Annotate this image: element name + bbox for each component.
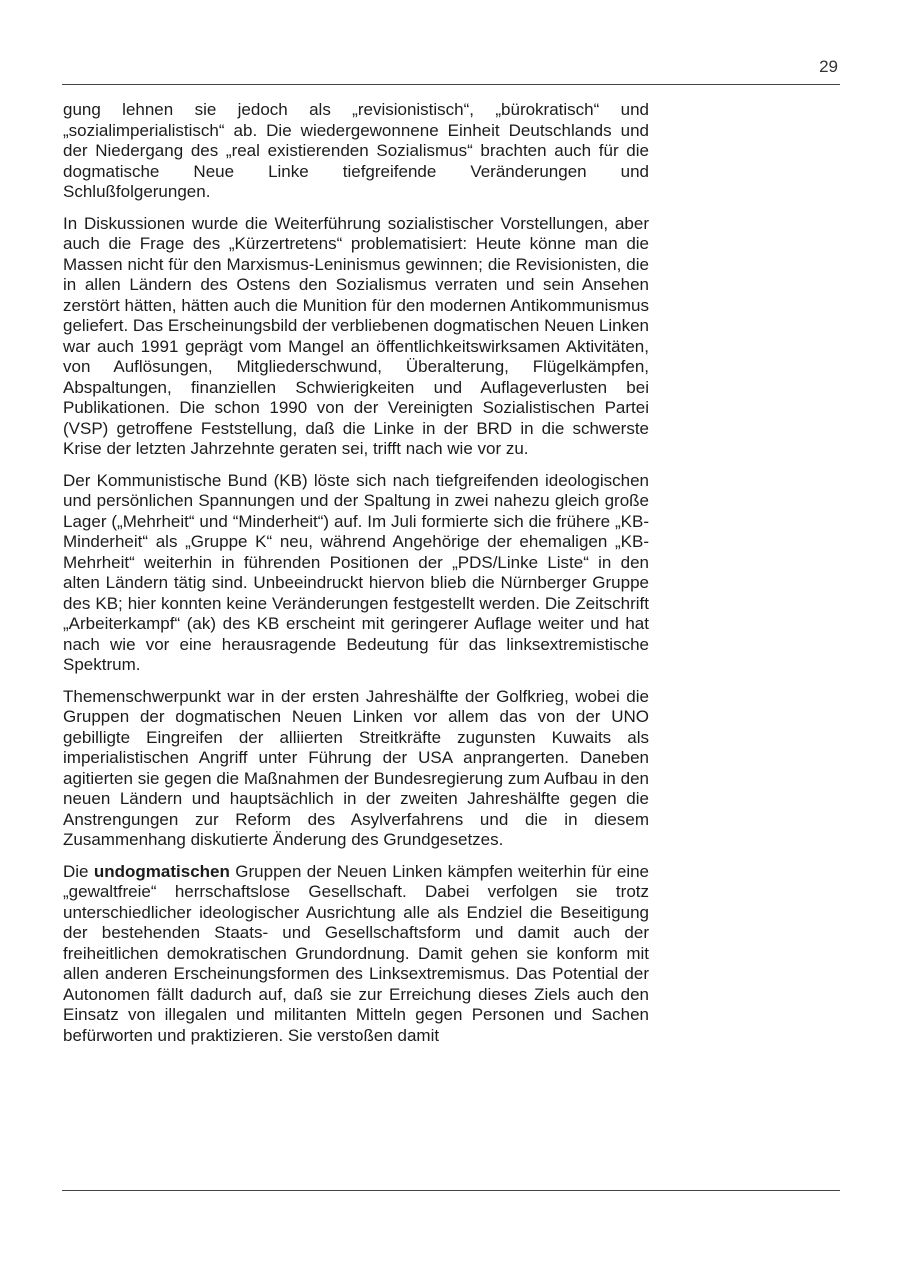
paragraph-5	[63, 862, 649, 1047]
paragraph-5-lead: Die	[63, 861, 94, 881]
page-body	[63, 100, 649, 1057]
paragraph-2: In Diskussionen wurde die Weiterführung sozialistischer Vorstellungen, aber auch die Frage des „Kürzertretens“ problematisiert: Heute könne man die Massen nicht für den Marxismus-Leninismus gewinnen; die Revisionisten, die in allen Ländern des Ostens den Sozialismus verraten und sein Ansehen zerstört hätten, hätten auch die Munition für den modernen Antikommunismus geliefert. Das Erscheinungsbild der verbliebenen dogmatischen Neuen Linken war auch 1991 geprägt vom Mangel an öffentlichkeitswirksamen Aktivitäten, von Auflösungen, Mitgliederschwund, Überalterung, Flügelkämpfen, Abspaltungen, finanziellen Schwierigkeiten und Auflageverlusten bei Publikationen. Die schon 1990 von der Vereinigten Sozialistischen Partei (VSP) getroffene Feststellung, daß die Linke in der BRD in die schwerste Krise der letzten Jahrzehnte geraten sei, trifft nach wie vor zu.	[63, 213, 649, 458]
emphasis-undogmatischen: undogmatischen	[93, 861, 230, 881]
paragraph-4: Themenschwerpunkt war in der ersten Jahreshälfte der Golfkrieg, wobei die Gruppen der dogmatischen Neuen Linken vor allem das von der UNO gebilligte Eingreifen der alliierten Streitkräfte zugunsten Kuwaits als imperialistischen Angriff unter Führung der USA anprangerten. Daneben agitierten sie gegen die Maßnahmen der Bundesregierung zum Aufbau in den neuen Ländern und hauptsächlich in der zweiten Jahreshälfte gegen die Anstrengungen zur Reform des Asylverfahrens und die in diesem Zusammenhang diskutierte Änderung des Grundgesetzes.	[63, 686, 649, 849]
paragraph-1: gung lehnen sie jedoch als „revisionistisch“, „bürokratisch“ und „sozialimperialistisch“ ab. Die wiedergewonnene Einheit Deutschlands und der Niedergang des „real existierenden Sozialismus“ brachten auch für die dogmatische Neue Linke tiefgreifende Veränderungen und Schlußfolgerungen.	[63, 100, 649, 201]
header-rule	[62, 84, 840, 85]
paragraph-5-text: Gruppen der Neuen Linken kämpfen weiterhin für eine „gewaltfreie“ herrschaftslose Gesellschaft. Dabei verfolgen sie trotz unterschiedlicher ideologischer Ausrichtung alle als Endziel die Beseitigung der bestehenden Staats- und Gesellschaftsform und damit auch der freiheitlichen demokratischen Grundordnung. Damit gehen sie konform mit allen anderen Erscheinungsformen des Linksextremismus. Das Potential der Autonomen fällt dadurch auf, daß sie zur Erreichung dieses Ziels auch den Einsatz von illegalen und militanten Mitteln gegen Personen und Sachen befürworten und praktizieren. Sie verstoßen damit	[63, 861, 650, 1045]
footer-rule	[62, 1190, 840, 1191]
paragraph-3: Der Kommunistische Bund (KB) löste sich nach tiefgreifenden ideologischen und persönlichen Spannungen und der Spaltung in zwei nahezu gleich große Lager („Mehrheit“ und “Minderheit“) auf. Im Juli formierte sich die frühere „KB-Minderheit“ als „Gruppe K“ neu, während Angehörige der ehemaligen „KB-Mehrheit“ weiterhin in führenden Positionen der „PDS/Linke Liste“ in den alten Ländern tätig sind. Unbeeindruckt hiervon blieb die Nürnberger Gruppe des KB; hier konnten keine Veränderungen festgestellt werden. Die Zeitschrift „Arbeiterkampf“ (ak) des KB erscheint mit geringerer Auflage weiter und hat nach wie vor eine herausragende Bedeutung für das linksextremistische Spektrum.	[63, 470, 649, 674]
page-number: 29	[819, 57, 838, 76]
